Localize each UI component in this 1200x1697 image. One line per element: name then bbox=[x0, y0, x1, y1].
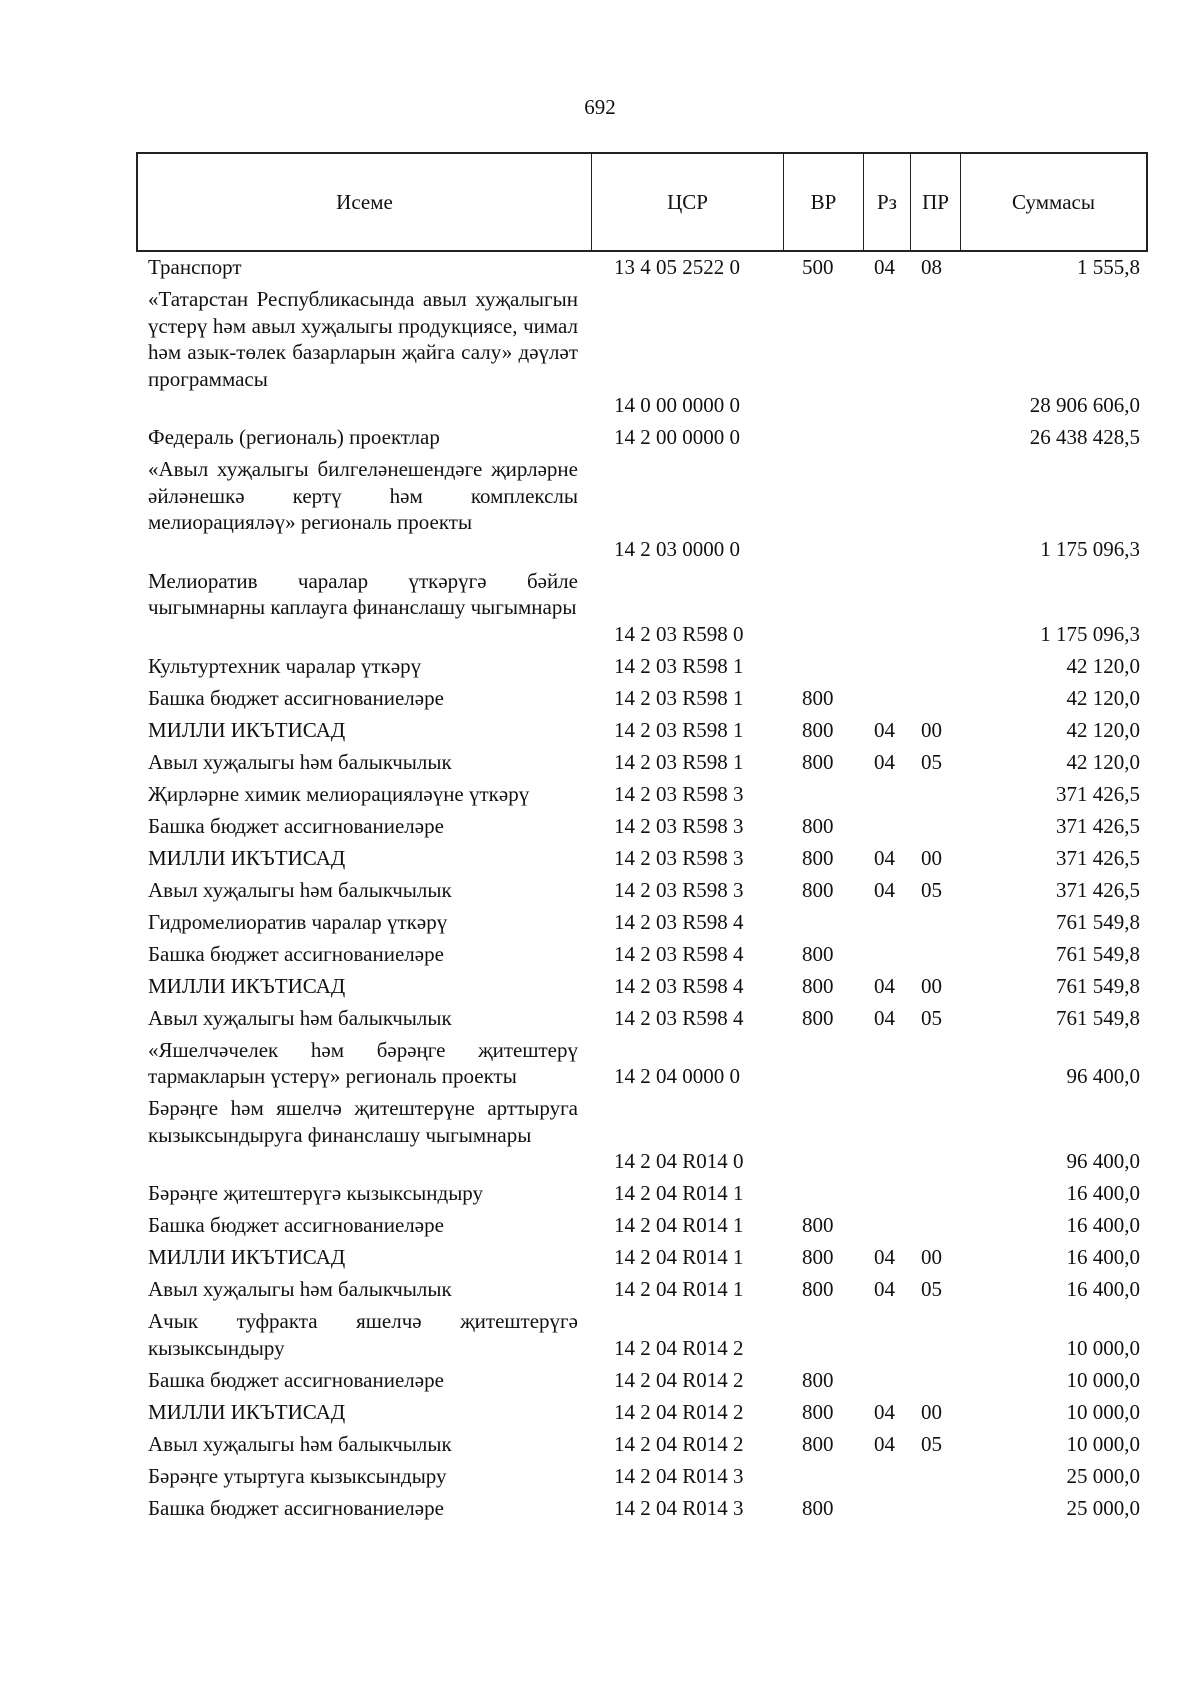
row-sum: 25 000,0 bbox=[1066, 1463, 1140, 1488]
row-sum: 42 120,0 bbox=[1066, 685, 1140, 710]
table-row bbox=[0, 1244, 1200, 1276]
header-pr: ПР bbox=[911, 154, 961, 250]
row-name: Башка бюджет ассигнованиеләре bbox=[148, 941, 444, 966]
row-csr: 14 2 04 R014 0 bbox=[614, 1149, 744, 1173]
row-csr: 14 2 03 R598 3 bbox=[614, 845, 744, 870]
row-pr: 00 bbox=[921, 1399, 942, 1424]
table-row bbox=[0, 1431, 1200, 1463]
row-name: МИЛЛИ ИКЪТИСАД bbox=[148, 973, 346, 998]
row-vr: 800 bbox=[802, 845, 834, 870]
row-name: Бәрәңге һәм яшелчә җитештерүне арттыруга кызыксындыруга финанслашу чыгымнары bbox=[148, 1096, 578, 1147]
table-row bbox=[0, 909, 1200, 941]
row-vr: 800 bbox=[802, 685, 834, 710]
row-name: Авыл хуҗалыгы һәм балыкчылык bbox=[148, 1277, 452, 1301]
table-row bbox=[0, 286, 1200, 424]
row-vr: 800 bbox=[802, 1005, 834, 1030]
row-vr: 800 bbox=[802, 813, 834, 838]
row-csr: 14 2 03 R598 3 bbox=[614, 877, 744, 902]
row-pr: 05 bbox=[921, 877, 942, 902]
row-csr: 14 2 04 R014 2 bbox=[614, 1335, 744, 1360]
row-pr: 00 bbox=[921, 717, 942, 742]
row-name: Мелиоратив чаралар үткәрүгә бәйле чыгымнарны каплауга финанслашу чыгымнары bbox=[148, 568, 578, 619]
row-name: Башка бюджет ассигнованиеләре bbox=[148, 1495, 444, 1520]
table-row bbox=[0, 1095, 1200, 1180]
row-name: Авыл хуҗалыгы һәм балыкчылык bbox=[148, 1005, 452, 1030]
row-csr: 14 2 04 R014 1 bbox=[614, 1245, 744, 1269]
row-rz: 04 bbox=[874, 1245, 895, 1269]
row-name: МИЛЛИ ИКЪТИСАД bbox=[148, 1399, 346, 1424]
row-pr: 00 bbox=[921, 845, 942, 870]
table-row bbox=[0, 424, 1200, 456]
row-csr: 14 2 03 R598 1 bbox=[614, 749, 744, 774]
row-sum: 16 400,0 bbox=[1066, 1181, 1140, 1205]
table-row bbox=[0, 1495, 1200, 1527]
row-sum: 16 400,0 bbox=[1066, 1213, 1140, 1237]
row-name: МИЛЛИ ИКЪТИСАД bbox=[148, 717, 346, 742]
row-csr: 14 2 03 R598 4 bbox=[614, 909, 744, 934]
header-name: Исеме bbox=[138, 154, 592, 250]
row-csr: 14 2 03 R598 4 bbox=[614, 941, 744, 966]
table-row bbox=[0, 877, 1200, 909]
row-csr: 14 2 03 0000 0 bbox=[614, 536, 740, 561]
row-sum: 42 120,0 bbox=[1066, 653, 1140, 678]
row-csr: 13 4 05 2522 0 bbox=[614, 255, 740, 279]
table-row bbox=[0, 1463, 1200, 1495]
row-csr: 14 2 04 R014 2 bbox=[614, 1367, 744, 1392]
row-rz: 04 bbox=[874, 1005, 895, 1030]
row-rz: 04 bbox=[874, 255, 895, 279]
row-sum: 761 549,8 bbox=[1056, 909, 1140, 934]
table-row bbox=[0, 845, 1200, 877]
row-pr: 05 bbox=[921, 1277, 942, 1301]
row-csr: 14 2 04 0000 0 bbox=[614, 1064, 740, 1088]
header-csr: ЦСР bbox=[592, 154, 784, 250]
row-pr: 05 bbox=[921, 749, 942, 774]
row-vr: 800 bbox=[802, 717, 834, 742]
row-name: «Авыл хуҗалыгы билгеләнешендәге җирләрне әйләнешкә кертү һәм комплекслы мелиорацияләү» региональ проекты bbox=[148, 457, 578, 534]
row-csr: 14 2 04 R014 2 bbox=[614, 1399, 744, 1424]
row-vr: 800 bbox=[802, 1495, 834, 1520]
row-csr: 14 2 04 R014 3 bbox=[614, 1495, 744, 1520]
row-csr: 14 0 00 0000 0 bbox=[614, 393, 740, 417]
row-csr: 14 2 03 R598 4 bbox=[614, 1005, 744, 1030]
table-row bbox=[0, 973, 1200, 1005]
header-rz: Рз bbox=[864, 154, 911, 250]
row-sum: 42 120,0 bbox=[1066, 717, 1140, 742]
row-vr: 800 bbox=[802, 941, 834, 966]
row-rz: 04 bbox=[874, 1277, 895, 1301]
row-sum: 10 000,0 bbox=[1066, 1367, 1140, 1392]
table-row bbox=[0, 1367, 1200, 1399]
row-csr: 14 2 04 R014 1 bbox=[614, 1277, 744, 1301]
row-rz: 04 bbox=[874, 717, 895, 742]
row-rz: 04 bbox=[874, 845, 895, 870]
row-sum: 371 426,5 bbox=[1056, 845, 1140, 870]
row-sum: 10 000,0 bbox=[1066, 1399, 1140, 1424]
table-body bbox=[0, 254, 1200, 1527]
row-csr: 14 2 04 R014 2 bbox=[614, 1431, 744, 1456]
row-sum: 371 426,5 bbox=[1056, 877, 1140, 902]
table-row bbox=[0, 1276, 1200, 1308]
row-vr: 800 bbox=[802, 877, 834, 902]
row-name: Авыл хуҗалыгы һәм балыкчылык bbox=[148, 749, 452, 774]
table-row bbox=[0, 749, 1200, 781]
row-rz: 04 bbox=[874, 1399, 895, 1424]
row-vr: 800 bbox=[802, 1277, 834, 1301]
row-csr: 14 2 03 R598 3 bbox=[614, 813, 744, 838]
row-name: МИЛЛИ ИКЪТИСАД bbox=[148, 1245, 346, 1269]
table-row bbox=[0, 1180, 1200, 1212]
row-sum: 761 549,8 bbox=[1056, 973, 1140, 998]
row-sum: 761 549,8 bbox=[1056, 941, 1140, 966]
row-name: Бәрәңге утыртуга кызыксындыру bbox=[148, 1463, 447, 1488]
row-pr: 05 bbox=[921, 1431, 942, 1456]
row-name: Бәрәңге җитештерүгә кызыксындыру bbox=[148, 1181, 484, 1205]
row-pr: 05 bbox=[921, 1005, 942, 1030]
row-sum: 28 906 606,0 bbox=[1029, 393, 1140, 417]
page-number: 692 bbox=[584, 95, 616, 119]
row-sum: 371 426,5 bbox=[1056, 813, 1140, 838]
row-name: Транспорт bbox=[148, 255, 242, 279]
table-row bbox=[0, 717, 1200, 749]
row-pr: 08 bbox=[921, 255, 942, 279]
row-vr: 800 bbox=[802, 749, 834, 774]
table-row bbox=[0, 1005, 1200, 1037]
row-vr: 800 bbox=[802, 1431, 834, 1456]
row-vr: 800 bbox=[802, 973, 834, 998]
table-row bbox=[0, 254, 1200, 286]
row-name: Культуртехник чаралар үткәрү bbox=[148, 653, 422, 678]
row-name: Башка бюджет ассигнованиеләре bbox=[148, 1213, 444, 1237]
row-name: «Яшелчәчелек һәм бәрәңге җитештерү тармакларын үстерү» региональ проекты bbox=[148, 1037, 578, 1088]
row-name: Башка бюджет ассигнованиеләре bbox=[148, 685, 444, 710]
row-sum: 16 400,0 bbox=[1066, 1245, 1140, 1269]
row-sum: 10 000,0 bbox=[1066, 1335, 1140, 1360]
row-name: Авыл хуҗалыгы һәм балыкчылык bbox=[148, 877, 452, 902]
row-csr: 14 2 03 R598 3 bbox=[614, 781, 744, 806]
table-row bbox=[0, 456, 1200, 568]
table-row bbox=[0, 781, 1200, 813]
row-name: МИЛЛИ ИКЪТИСАД bbox=[148, 845, 346, 870]
row-vr: 800 bbox=[802, 1213, 834, 1237]
row-name: Федераль (региональ) проектлар bbox=[148, 425, 440, 449]
row-name: Ачык туфракта яшелчә җитештерүгә кызыксындыру bbox=[148, 1309, 578, 1360]
row-pr: 00 bbox=[921, 973, 942, 998]
row-sum: 10 000,0 bbox=[1066, 1431, 1140, 1456]
row-rz: 04 bbox=[874, 973, 895, 998]
row-csr: 14 2 00 0000 0 bbox=[614, 425, 740, 449]
row-csr: 14 2 03 R598 1 bbox=[614, 653, 744, 678]
row-csr: 14 2 03 R598 0 bbox=[614, 621, 744, 646]
row-name: Гидромелиоратив чаралар үткәрү bbox=[148, 909, 448, 934]
table-row bbox=[0, 1399, 1200, 1431]
row-name: «Татарстан Республикасында авыл хуҗалыгын үстерү һәм авыл хуҗалыгы продукциясе, чимал һәм азык-төлек базарларын җайга салу» дәүләт программасы bbox=[148, 287, 578, 391]
row-name: Башка бюджет ассигнованиеләре bbox=[148, 1367, 444, 1392]
row-sum: 761 549,8 bbox=[1056, 1005, 1140, 1030]
row-sum: 1 175 096,3 bbox=[1040, 621, 1140, 646]
row-vr: 800 bbox=[802, 1367, 834, 1392]
row-pr: 00 bbox=[921, 1245, 942, 1269]
table-header bbox=[136, 152, 1148, 252]
table-row bbox=[0, 653, 1200, 685]
row-sum: 25 000,0 bbox=[1066, 1495, 1140, 1520]
row-rz: 04 bbox=[874, 877, 895, 902]
row-vr: 500 bbox=[802, 255, 834, 279]
table-row bbox=[0, 1037, 1200, 1096]
row-csr: 14 2 04 R014 1 bbox=[614, 1181, 744, 1205]
row-sum: 1 555,8 bbox=[1077, 255, 1140, 279]
row-name: Башка бюджет ассигнованиеләре bbox=[148, 813, 444, 838]
row-csr: 14 2 04 R014 1 bbox=[614, 1213, 744, 1237]
row-sum: 96 400,0 bbox=[1066, 1149, 1140, 1173]
row-vr: 800 bbox=[802, 1245, 834, 1269]
row-sum: 371 426,5 bbox=[1056, 781, 1140, 806]
row-sum: 16 400,0 bbox=[1066, 1277, 1140, 1301]
row-rz: 04 bbox=[874, 1431, 895, 1456]
table-row bbox=[0, 685, 1200, 717]
row-rz: 04 bbox=[874, 749, 895, 774]
table-row bbox=[0, 1212, 1200, 1244]
table-row bbox=[0, 813, 1200, 845]
row-csr: 14 2 03 R598 1 bbox=[614, 685, 744, 710]
row-name: Авыл хуҗалыгы һәм балыкчылык bbox=[148, 1431, 452, 1456]
row-sum: 42 120,0 bbox=[1066, 749, 1140, 774]
row-sum: 96 400,0 bbox=[1066, 1064, 1140, 1088]
header-vr: ВР bbox=[784, 154, 864, 250]
row-vr: 800 bbox=[802, 1399, 834, 1424]
table-row bbox=[0, 941, 1200, 973]
table-row bbox=[0, 568, 1200, 653]
row-csr: 14 2 03 R598 1 bbox=[614, 717, 744, 742]
row-csr: 14 2 03 R598 4 bbox=[614, 973, 744, 998]
row-sum: 1 175 096,3 bbox=[1040, 536, 1140, 561]
row-csr: 14 2 04 R014 3 bbox=[614, 1463, 744, 1488]
header-sum: Суммасы bbox=[1012, 189, 1095, 214]
row-name: Җирләрне химик мелиорацияләүне үткәрү bbox=[148, 781, 530, 806]
table-row bbox=[0, 1308, 1200, 1367]
row-sum: 26 438 428,5 bbox=[1029, 425, 1140, 449]
